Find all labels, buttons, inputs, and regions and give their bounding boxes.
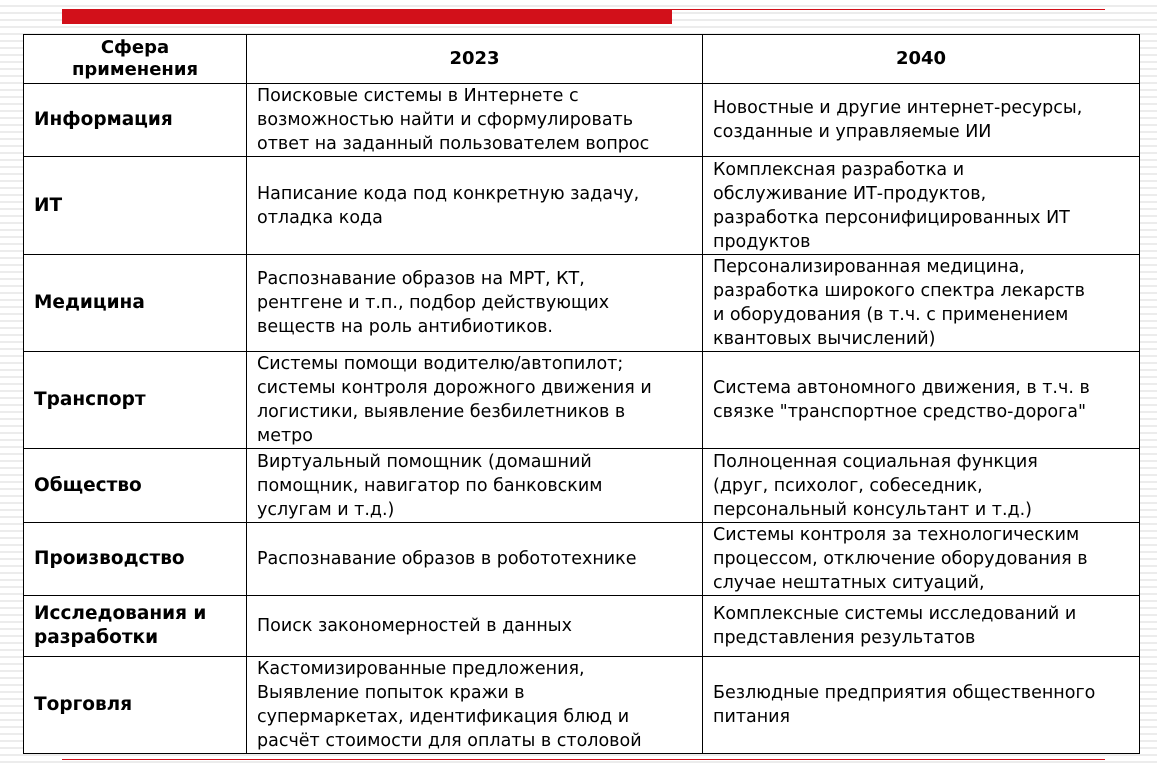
header-row	[24, 35, 1140, 84]
cell-2023: Виртуальный помощник (домашний помощник, навигатор по банковским услугам и т.д.)	[247, 449, 703, 523]
top-accent-line	[672, 9, 1105, 10]
cell-2040: Персонализированная медицина, разработка широкого спектра лекарств и оборудования (в т.ч. с применением квантовых вычислений)	[703, 255, 1140, 352]
table-row	[24, 596, 1140, 657]
cell-2023: Кастомизированные предложения, Выявление попыток кражи в супермаркетах, идентификация блюд и расчёт стоимости для оплаты в столовой	[247, 657, 703, 754]
cell-2023: Распознавание образов в робототехнике	[247, 523, 703, 596]
header-2023: 2023	[247, 35, 703, 84]
cell-2040: Комплексные системы исследований и представления результатов	[703, 596, 1140, 657]
cell-2023: Поисковые системы в Интернете с возможностью найти и сформулировать ответ на заданный пользователем вопрос	[247, 84, 703, 157]
table-row	[24, 657, 1140, 754]
ai-applications-table	[23, 34, 1140, 754]
sphere-cell: Общество	[24, 449, 247, 523]
cell-2040: Безлюдные предприятия общественного питания	[703, 657, 1140, 754]
cell-2023: Поиск закономерностей в данных	[247, 596, 703, 657]
sphere-cell: Торговля	[24, 657, 247, 754]
sphere-cell: Производство	[24, 523, 247, 596]
table-row	[24, 523, 1140, 596]
sphere-cell: Исследования и разработки	[24, 596, 247, 657]
cell-2040: Система автономного движения, в т.ч. в связке "транспортное средство-дорога"	[703, 352, 1140, 449]
table-row	[24, 84, 1140, 157]
top-accent-bar	[62, 9, 672, 24]
cell-2040: Комплексная разработка и обслуживание ИТ-продуктов, разработка персонифицированных ИТ продуктов	[703, 157, 1140, 255]
table-row	[24, 157, 1140, 255]
sphere-cell: Транспорт	[24, 352, 247, 449]
header-2040: 2040	[703, 35, 1140, 84]
cell-2040: Новостные и другие интернет-ресурсы, созданные и управляемые ИИ	[703, 84, 1140, 157]
cell-2023: Распознавание образов на МРТ, КТ, рентгене и т.п., подбор действующих веществ на роль антибиотиков.	[247, 255, 703, 352]
sphere-cell: ИТ	[24, 157, 247, 255]
sphere-cell: Информация	[24, 84, 247, 157]
header-sphere: Сфера применения	[24, 35, 247, 84]
cell-2023: Системы помощи водителю/автопилот; системы контроля дорожного движения и логистики, выявление безбилетников в метро	[247, 352, 703, 449]
bottom-accent-line	[62, 759, 1105, 760]
sphere-cell: Медицина	[24, 255, 247, 352]
cell-2040: Системы контроля за технологическим процессом, отключение оборудования в случае нештатных ситуаций,	[703, 523, 1140, 596]
table-row	[24, 352, 1140, 449]
table-row	[24, 255, 1140, 352]
cell-2023: Написание кода под конкретную задачу, отладка кода	[247, 157, 703, 255]
cell-2040: Полноценная социальная функция (друг, психолог, собеседник, персональный консультант и т.д.)	[703, 449, 1140, 523]
table-row	[24, 449, 1140, 523]
